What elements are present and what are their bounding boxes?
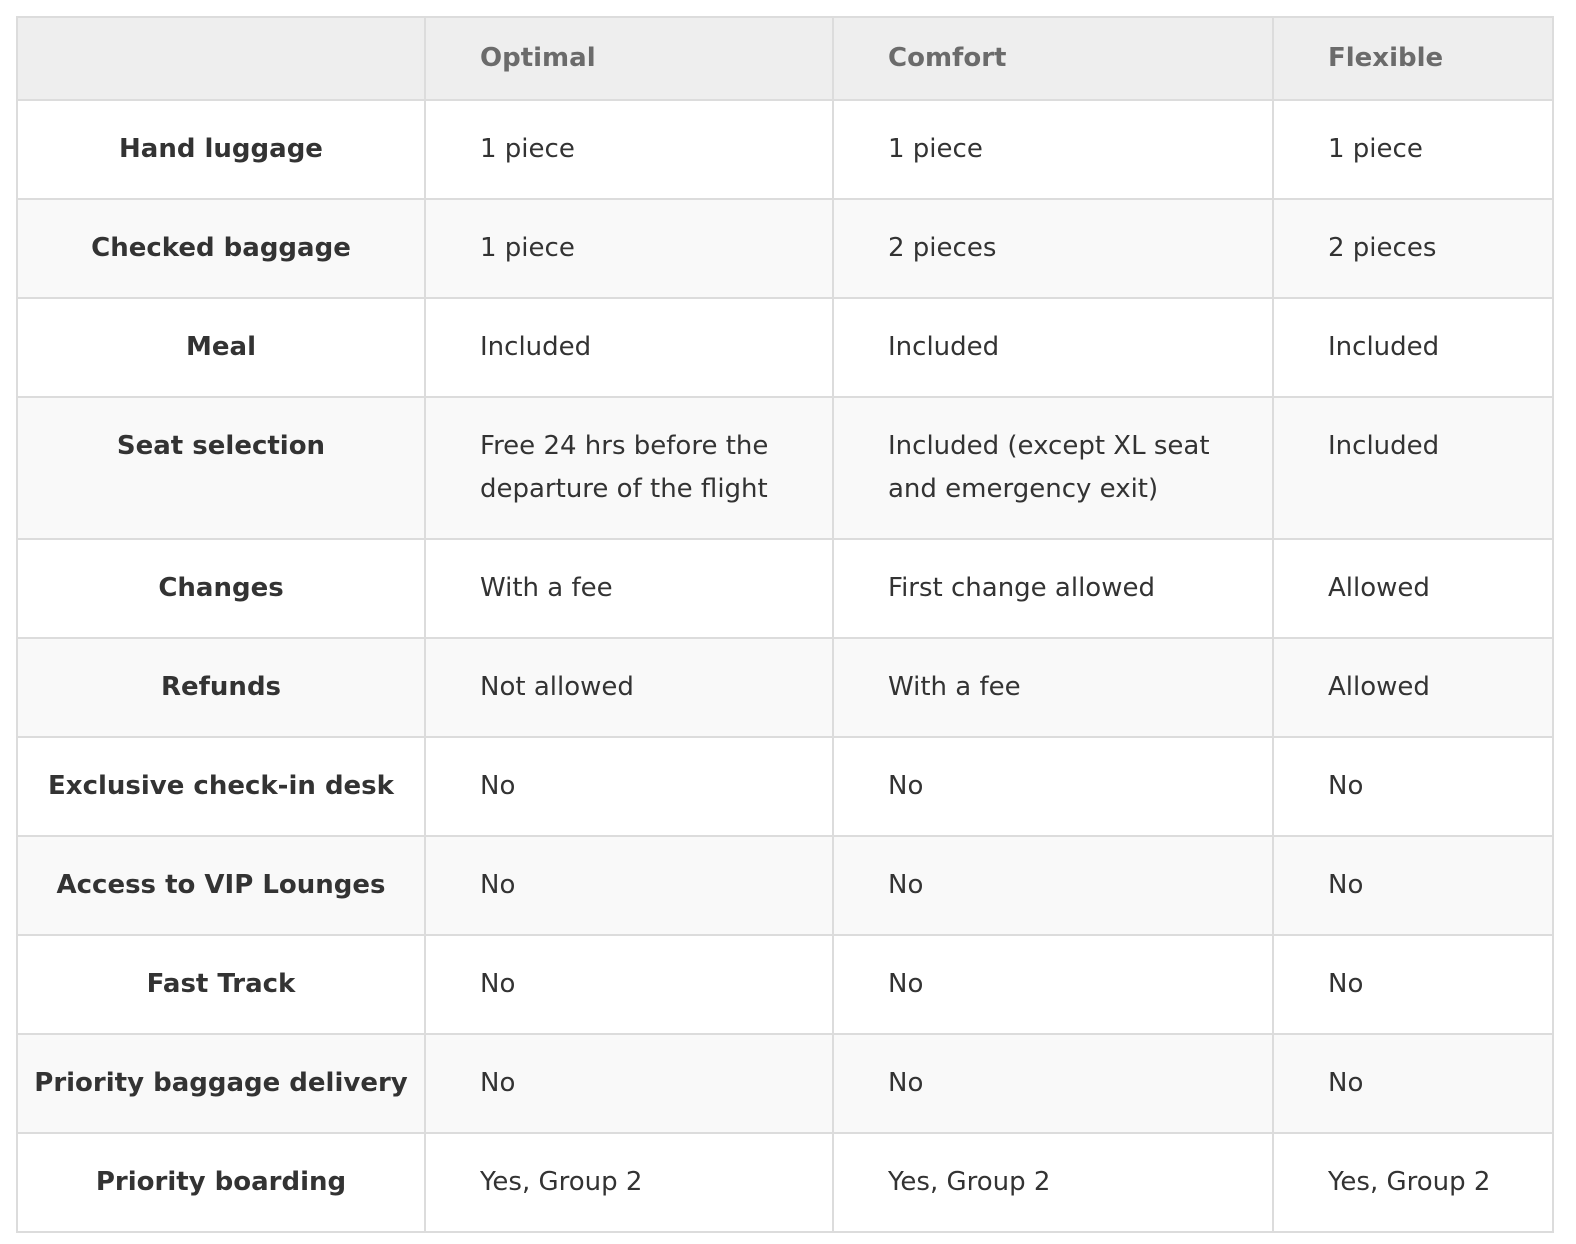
optimal-value: No	[425, 737, 833, 836]
flexible-value: 1 piece	[1273, 100, 1553, 199]
comfort-value: No	[833, 935, 1273, 1034]
table-row	[17, 397, 1553, 539]
header-comfort: Comfort	[833, 17, 1273, 100]
comfort-value: Included (except XL seat and emergency exit)	[833, 397, 1273, 539]
optimal-value: 1 piece	[425, 100, 833, 199]
optimal-value: With a fee	[425, 539, 833, 638]
comfort-value: 1 piece	[833, 100, 1273, 199]
fare-comparison-container	[16, 16, 1552, 1233]
feature-label: Priority baggage delivery	[17, 1034, 425, 1133]
feature-label: Meal	[17, 298, 425, 397]
comfort-value: 2 pieces	[833, 199, 1273, 298]
comfort-value: No	[833, 1034, 1273, 1133]
comfort-value: With a fee	[833, 638, 1273, 737]
table-header-row	[17, 17, 1553, 100]
feature-label: Refunds	[17, 638, 425, 737]
flexible-value: Allowed	[1273, 638, 1553, 737]
optimal-value: Not allowed	[425, 638, 833, 737]
feature-label: Checked baggage	[17, 199, 425, 298]
comfort-value: No	[833, 737, 1273, 836]
table-row	[17, 737, 1553, 836]
optimal-value: 1 piece	[425, 199, 833, 298]
flexible-value: Included	[1273, 397, 1553, 539]
flexible-value: Included	[1273, 298, 1553, 397]
optimal-value: Yes, Group 2	[425, 1133, 833, 1232]
feature-label: Fast Track	[17, 935, 425, 1034]
feature-label: Priority boarding	[17, 1133, 425, 1232]
flexible-value: No	[1273, 836, 1553, 935]
table-row	[17, 1034, 1553, 1133]
header-flexible: Flexible	[1273, 17, 1553, 100]
feature-label: Changes	[17, 539, 425, 638]
header-corner-cell	[17, 17, 425, 100]
table-row	[17, 638, 1553, 737]
flexible-value: Allowed	[1273, 539, 1553, 638]
flexible-value: No	[1273, 737, 1553, 836]
comfort-value: Included	[833, 298, 1273, 397]
flexible-value: No	[1273, 1034, 1553, 1133]
optimal-value: No	[425, 836, 833, 935]
header-optimal: Optimal	[425, 17, 833, 100]
feature-label: Seat selection	[17, 397, 425, 539]
table-row	[17, 935, 1553, 1034]
table-row	[17, 1133, 1553, 1232]
table-row	[17, 100, 1553, 199]
comfort-value: Yes, Group 2	[833, 1133, 1273, 1232]
comfort-value: First change allowed	[833, 539, 1273, 638]
feature-label: Hand luggage	[17, 100, 425, 199]
optimal-value: Free 24 hrs before the departure of the flight	[425, 397, 833, 539]
table-row	[17, 298, 1553, 397]
table-row	[17, 836, 1553, 935]
flexible-value: 2 pieces	[1273, 199, 1553, 298]
table-row	[17, 199, 1553, 298]
optimal-value: No	[425, 1034, 833, 1133]
flexible-value: Yes, Group 2	[1273, 1133, 1553, 1232]
optimal-value: Included	[425, 298, 833, 397]
comfort-value: No	[833, 836, 1273, 935]
feature-label: Access to VIP Lounges	[17, 836, 425, 935]
flexible-value: No	[1273, 935, 1553, 1034]
optimal-value: No	[425, 935, 833, 1034]
feature-label: Exclusive check-in desk	[17, 737, 425, 836]
fare-comparison-table	[16, 16, 1554, 1233]
table-row	[17, 539, 1553, 638]
